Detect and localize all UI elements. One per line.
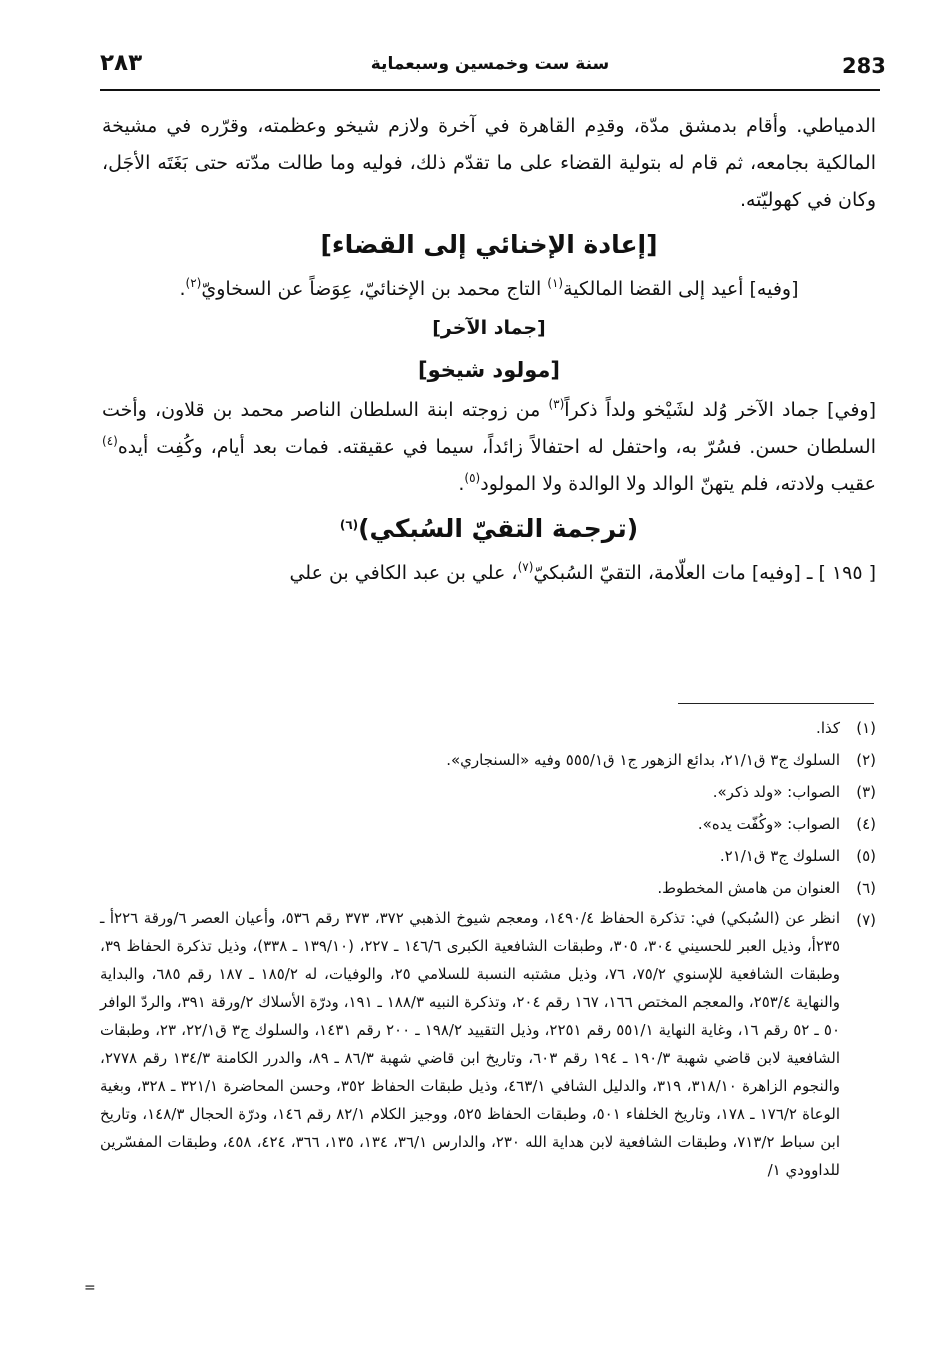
footnote-ref-6: (٦) bbox=[339, 518, 359, 532]
running-title: سنة ست وخمسين وسبعماية bbox=[370, 54, 610, 74]
footnotes bbox=[100, 712, 876, 1184]
section-heading-subki: (ترجمة التقيّ السُبكي)$^{(٦)}$ bbox=[339, 514, 639, 543]
footnote-ref-5: (٥) bbox=[464, 471, 481, 485]
section-heading-mawlud: [مولود شيخو] bbox=[417, 358, 561, 382]
paragraph-1: الدمياطي. وأقام بدمشق مدّة، وقدِم القاهرة في آخرة ولازم شيخو وعظمته، وقرّره في مشيخة المالكية بجامعه، ثم قام له بتولية القضاء على ما تقدّم ذلك، فوليه وما طالت مدّته حتى بَغَتَه الأجَل، وكان في كهوليّته. bbox=[102, 115, 876, 211]
footnote-6: (٦) العنوان من هامش المخطوط. bbox=[657, 879, 876, 897]
footnote-3: (٣) الصواب: «ولد ذكر». bbox=[712, 783, 876, 801]
footnote-1: (١) كذا. bbox=[816, 719, 876, 737]
page-number-arabic: ٢٨٣ bbox=[100, 50, 143, 76]
paragraph-2: [وفيه] أعيد إلى القضا المالكية$^{(١)}$ التاج محمد بن الإخنائيّ، عِوَضاً عن السخاويّ$^{(٢)}$. bbox=[179, 276, 799, 300]
footnote-ref-7: (٧) bbox=[517, 560, 534, 574]
footnote-ref-1: (١) bbox=[547, 276, 564, 290]
page-header bbox=[100, 40, 886, 90]
footnote-4: (٤) الصواب: «وكُفّت يده». bbox=[697, 815, 876, 833]
footnote-separator bbox=[678, 703, 874, 704]
paragraph-3: [وفي] جماد الآخر وُلد لشَيْخو ولداً ذكراً$^{(٣)}$ من زوجته ابنة السلطان الناصر محمد بن قلاون، وأخت السلطان حسن. فسُرّ به، واحتفل له احتفالاً زائداً، سيما في عقيقته. فمات بعد أيام، وكُفِت أيده$^{(٤)}$ عقيب ولادته، فلم يتهنّ الوالد ولا الوالدة ولا المولود$^{(٥)}$. bbox=[102, 397, 876, 495]
footnote-ref-3: (٣) bbox=[548, 397, 565, 411]
footnote-7: (٧) انظر عن (السُبكي) في: تذكرة الحفاظ ١٤٩٠/٤، ومعجم شيوخ الذهبي ٣٧٢، ٣٧٣ رقم ٥٣٦، وأعيان العصر ٦/ورقة ٢٢٦أ ـ ٢٣٥أ، وذيل العبر للحسيني ٣٠٤، ٣٠٥، وطبقات الشافعية الكبرى ١٤٦/٦ ـ ٢٢٧، (١٣٩/١٠ ـ ٣٣٨)، وذيل تذكرة الحفاظ ٣٩، وطبقات الشافعية للإسنوي ٧٥/٢، ٧٦، وذيل مشتبه النسبة للسلامي ٢٥، والوفيات، له ١٨٥/٢ ـ ١٨٧ رقم ٦٨٥، والبداية والنهاية ٢٥٣/٤، والمعجم المختص ١٦٦، ١٦٧ رقم ٢٠٤، وتذكرة النبيه ١٨٨/٣ ـ ١٩١، ودرّة الأسلاك ٢/ورقة ٣٩١، والردّ الوافر ٥٠ ـ ٥٢ رقم ١٦، وغاية النهاية ٥٥١/١ رقم ٢٢٥١، وذيل التقييد ١٩٨/٢ ـ ٢٠٠ رقم ١٤٣١، والسلوك ج٣ ق٢٢/١، ٢٣، وطبقات الشافعية لابن قاضي شهبة ١٩٠/٣ ـ ١٩٤ رقم ٦٠٣، وتاريخ ابن قاضي شهبة ٨٦/٣ ـ ٨٩، والدرر الكامنة ١٣٤/٣ رقم ٢٧٧٨، والنجوم الزاهرة ٣١٨/١٠، ٣١٩، والدليل الشافي ٤٦٣/١، وذيل طبقات الحفاظ ٣٥٢، وحسن المحاضرة ٣٢١/١ ـ ٣٢٨، وبغية الوعاة ١٧٦/٢ ـ ١٧٨، وتاريخ الخلفاء ٥٠١، وطبقات الحفاظ ٥٢٥، ووجيز الكلام ٨٢/١ رقم ١٤٦، ودرّة الحجال ١٤٨/٣، وتاريخ ابن سباط ٧١٣/٢، وطبقات الشافعية لابن هداية الله ٢٣٠، والدارس ٣٦/١، ١٣٤، ١٣٥، ٣٦٦، ٤٢٤، ٤٥٨، وطبقات المفسّرين للداوودي ١/ bbox=[100, 909, 876, 1179]
main-text bbox=[102, 108, 876, 592]
footnote-ref-4: (٤) bbox=[102, 434, 118, 448]
paragraph-4: [ ١٩٥ ] ـ [وفيه] مات العلّامة، التقيّ السُبكيّ$^{(٧)}$، علي بن عبد الكافي بن علي bbox=[289, 560, 876, 584]
footnote-2: (٢) السلوك ج٣ ق٢١/١، بدائع الزهور ج١ ق٥٥٥/١ وفيه «السنجاري». bbox=[446, 751, 876, 769]
page-number-latin: 283 bbox=[842, 54, 886, 78]
section-heading-ikhnai: [إعادة الإخنائي إلى القضاء] bbox=[320, 230, 658, 259]
month-heading: [جماد الآخر] bbox=[432, 317, 546, 339]
header-rule bbox=[100, 89, 880, 91]
continuation-mark: = bbox=[84, 1280, 96, 1296]
footnote-ref-2: (٢) bbox=[185, 276, 202, 290]
footnote-5: (٥) السلوك ج٣ ق٢١/١. bbox=[719, 847, 876, 865]
